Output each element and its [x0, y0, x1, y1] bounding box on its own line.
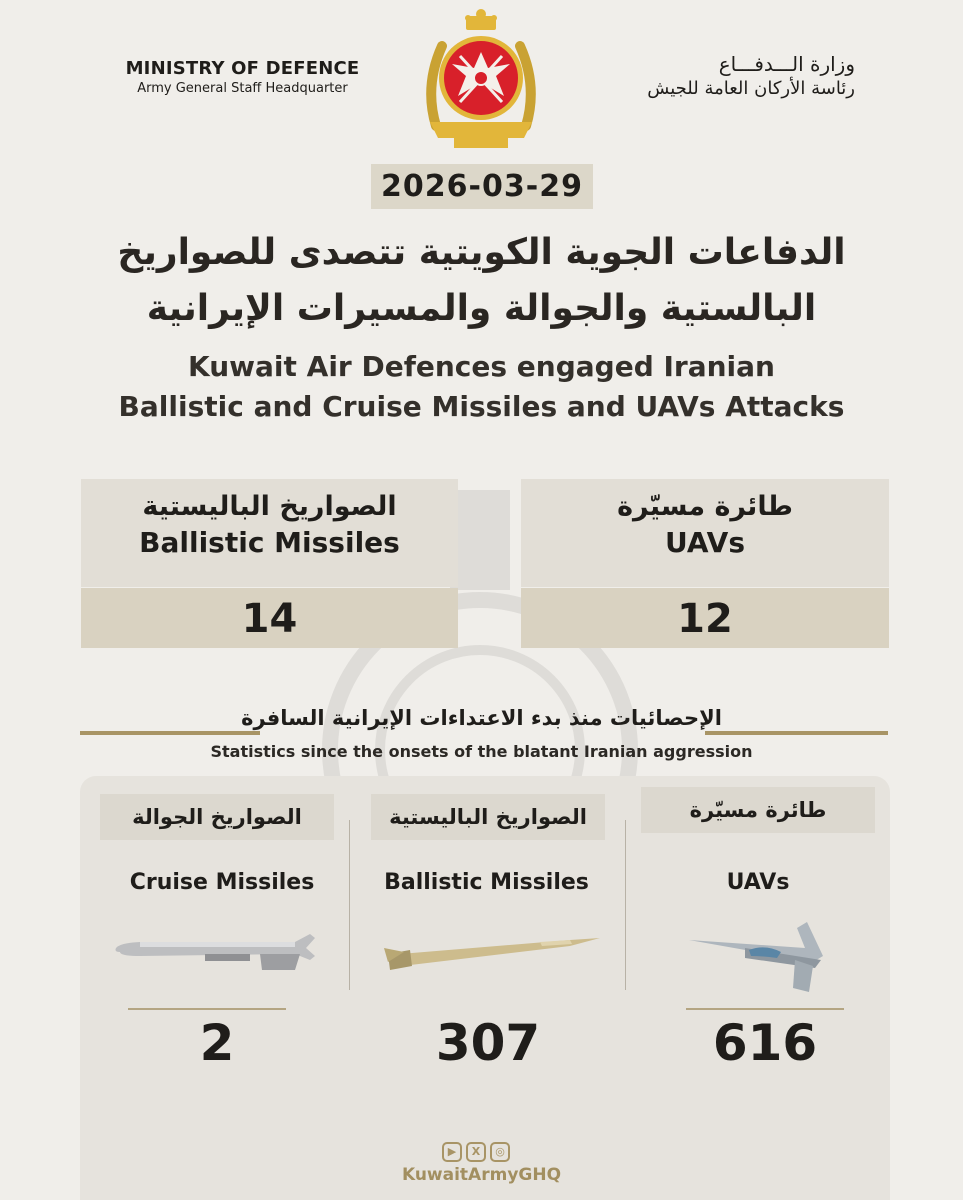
ministry-emblem-icon	[416, 6, 546, 154]
report-date: 2026-03-29	[371, 164, 593, 209]
stats-cruise-label-en: Cruise Missiles	[129, 870, 315, 895]
uav-drone-icon	[685, 918, 835, 998]
stats-divider-left	[80, 731, 260, 735]
ministry-name-en: MINISTRY OF DEFENCE	[125, 58, 360, 79]
headline-en-line2: Ballistic and Cruise Missiles and UAVs Attacks	[118, 390, 845, 423]
today-ballistic-count-box	[81, 588, 458, 648]
today-uavs-count-box	[521, 588, 889, 648]
x-icon[interactable]: X	[466, 1142, 486, 1162]
stats-heading-en: Statistics since the onsets of the blatant Iranian aggression	[210, 742, 753, 761]
stats-heading-ar: الإحصائيات منذ بدء الاعتداءات الإيرانية السافرة	[241, 706, 722, 730]
today-ballistic-count: 14	[241, 596, 298, 642]
ministry-name-ar: وزارة الـــدفـــاع	[718, 52, 855, 76]
stats-uavs-count: 616	[712, 1014, 818, 1072]
today-uavs-label-en: UAVs	[665, 526, 745, 559]
today-uavs-header	[521, 479, 889, 587]
headline-en-line1: Kuwait Air Defences engaged Iranian	[188, 350, 775, 383]
stats-cruise-label-ar: الصواريخ الجوالة	[100, 794, 334, 840]
stats-uavs-underline	[686, 1008, 844, 1010]
headline-en	[40, 347, 923, 427]
stats-uavs-label-ar: طائرة مسيّرة	[641, 787, 875, 833]
social-icons	[440, 1140, 524, 1162]
ministry-header-ar	[615, 52, 855, 99]
today-uavs-label-ar: طائرة مسيّرة	[617, 491, 793, 522]
instagram-icon[interactable]: ◎	[490, 1142, 510, 1162]
column-divider-1	[349, 820, 350, 990]
stats-cruise-count: 2	[199, 1014, 235, 1072]
stats-ballistic-count: 307	[435, 1014, 541, 1072]
stats-uavs-label-en: UAVs	[726, 870, 790, 895]
ballistic-missile-icon	[380, 926, 610, 976]
cruise-missile-icon	[110, 928, 320, 978]
stats-ballistic-label-ar: الصواريخ الباليستية	[371, 794, 605, 840]
headline-ar-line1: الدفاعات الجوية الكويتية تتصدى للصواريخ	[117, 232, 846, 273]
ministry-header-en	[100, 58, 385, 96]
headline-ar	[40, 225, 923, 337]
ministry-subtitle-ar: رئاسة الأركان العامة للجيش	[647, 78, 855, 99]
stats-ballistic-label-en: Ballistic Missiles	[384, 870, 589, 895]
column-divider-2	[625, 820, 626, 990]
stats-divider-right	[705, 731, 888, 735]
today-ballistic-header	[81, 479, 458, 587]
today-uavs-count: 12	[677, 596, 733, 642]
today-ballistic-label-en: Ballistic Missiles	[139, 526, 400, 559]
headline-ar-line2: البالستية والجوالة والمسيرات الإيرانية	[146, 288, 817, 329]
social-handle[interactable]: KuwaitArmyGHQ	[401, 1165, 562, 1185]
stats-cruise-underline	[128, 1008, 286, 1010]
youtube-icon[interactable]: ▶	[442, 1142, 462, 1162]
ministry-subtitle-en: Army General Staff Headquarter	[137, 81, 348, 96]
today-ballistic-label-ar: الصواريخ الباليستية	[142, 491, 397, 522]
